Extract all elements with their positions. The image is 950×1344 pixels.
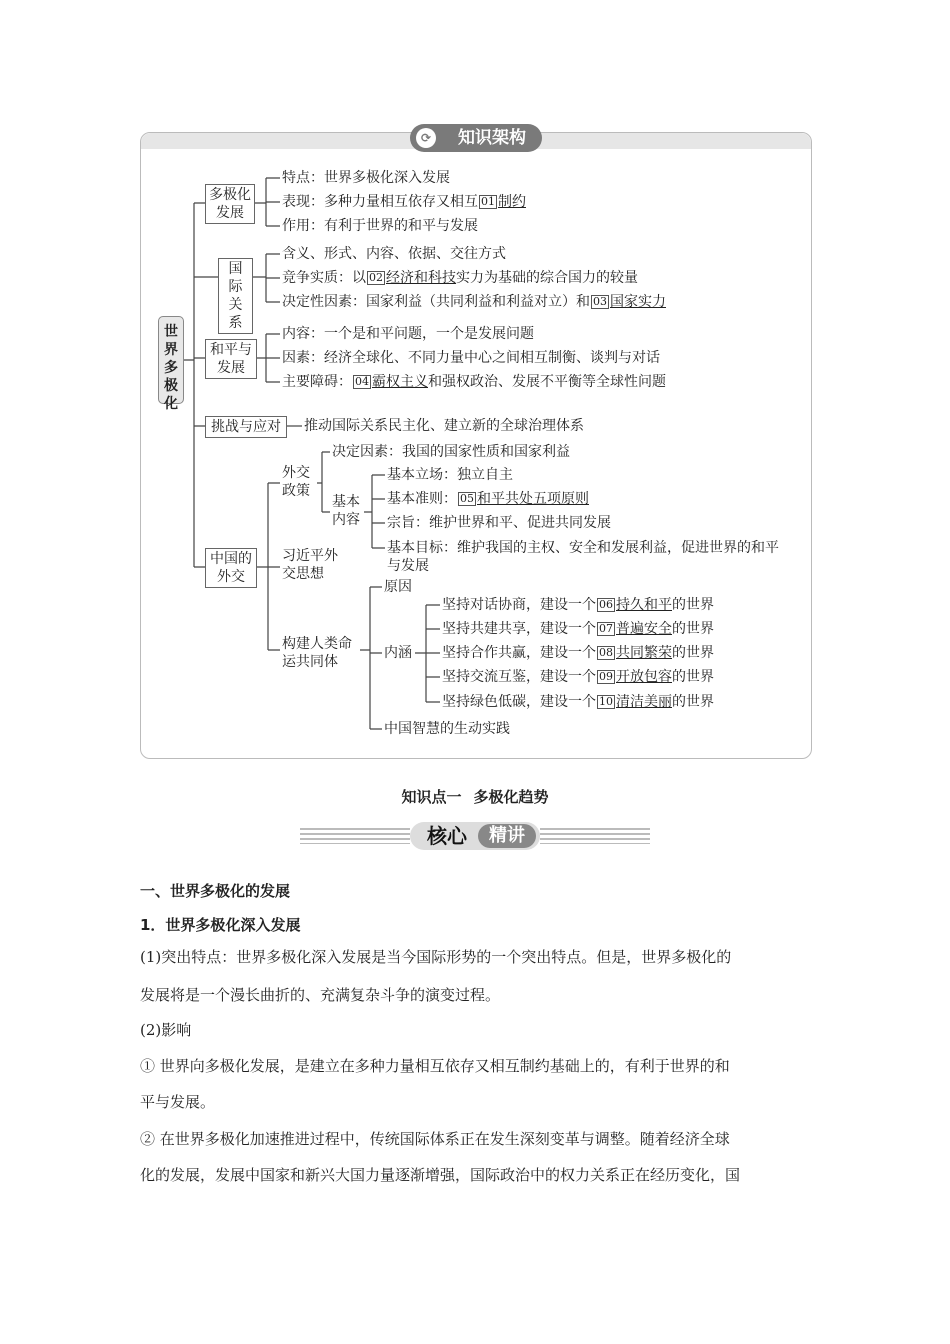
section-name: 多极化趋势 <box>473 788 549 806</box>
root-connector <box>184 203 218 567</box>
paragraph-3a: ① 世界向多极化发展，是建立在多种力量相互依存又相互制约基础上的，有利于世界的和 <box>140 1057 730 1075</box>
blank-number: 10 <box>599 695 613 708</box>
policy-connector <box>317 452 330 512</box>
answer: 经济和科技 <box>386 270 456 286</box>
b3-line3-rest: 和强权政治、发展不平衡等全球性问题 <box>428 374 666 390</box>
basic-norm-text: 基本准则： <box>387 491 457 507</box>
neihan-item-5 <box>442 693 714 711</box>
b1-line2 <box>282 193 526 211</box>
neihan-tail: 的世界 <box>672 669 714 685</box>
answer: 霸权主义 <box>372 374 428 390</box>
answer: 和平共处五项原则 <box>477 491 589 507</box>
refresh-icon: ⟳ <box>416 128 436 148</box>
branch-peace-development: 和平与发展 <box>205 339 257 379</box>
answer: 普遍安全 <box>616 621 672 637</box>
core-pill <box>410 822 540 850</box>
basic-content-node: 基本内容 <box>332 494 360 528</box>
neihan-text: 坚持交流互鉴，建设一个 <box>442 669 596 685</box>
blank-number: 06 <box>599 598 613 611</box>
answer: 共同繁荣 <box>616 645 672 661</box>
xi-thought: 习近平外交思想 <box>282 548 338 582</box>
b3-line2: 因素：经济全球化、不同力量中心之间相互制衡、谈判与对话 <box>282 350 660 366</box>
b1-line3: 作用：有利于世界的和平与发展 <box>282 218 478 234</box>
lecture-label: 精讲 <box>478 824 536 848</box>
blank-number: 08 <box>599 646 613 659</box>
neihan-item-1 <box>442 596 714 614</box>
basic-stance: 基本立场：独立自主 <box>387 467 513 483</box>
banner-stripe-right <box>540 828 650 844</box>
root-node: 世界多极化 <box>158 316 184 404</box>
wisdom-node: 中国智慧的生动实践 <box>384 721 510 737</box>
reason-node: 原因 <box>384 579 412 595</box>
answer: 国家实力 <box>610 294 666 310</box>
neihan-node: 内涵 <box>384 645 412 661</box>
branch-intl-relations: 国际关系 <box>218 258 253 334</box>
basic-goal-cont: 与发展 <box>387 558 429 574</box>
framework-title-text: 知识架构 <box>458 128 526 148</box>
b1-line2-text: 表现：多种力量相互依存又相互 <box>282 194 478 210</box>
answer: 制约 <box>498 194 526 210</box>
b3-connector <box>257 334 280 382</box>
blank-number: 07 <box>599 622 613 635</box>
neihan-tail: 的世界 <box>672 597 714 613</box>
b1-connector <box>255 178 280 226</box>
branch-multipolar: 多极化发展 <box>205 184 255 224</box>
basic-goal: 基本目标：维护我国的主权、安全和发展利益，促进世界的和平 <box>387 540 779 556</box>
b1-line1: 特点：世界多极化深入发展 <box>282 170 450 186</box>
core-label: 核心 <box>427 824 467 848</box>
neihan-connector <box>415 605 440 702</box>
neihan-text: 坚持合作共赢，建设一个 <box>442 645 596 661</box>
blank-number: 05 <box>460 492 474 505</box>
b2-line2 <box>282 269 638 287</box>
decide-factor: 决定因素：我国的国家性质和国家利益 <box>332 444 570 460</box>
policy-node: 外交政策 <box>282 465 310 499</box>
blank-number: 09 <box>599 670 613 683</box>
paragraph-1b: 发展将是一个漫长曲折的、充满复杂斗争的演变过程。 <box>140 986 501 1004</box>
basic-connector <box>364 475 385 548</box>
b2-line2-rest: 实力为基础的综合国力的较量 <box>456 270 638 286</box>
b3-line1: 内容：一个是和平问题，一个是发展问题 <box>282 326 534 342</box>
core-banner <box>300 822 650 850</box>
section-title <box>0 786 950 807</box>
neihan-text: 坚持共建共享，建设一个 <box>442 621 596 637</box>
basic-norm <box>387 490 589 508</box>
b3-line3-text: 主要障碍： <box>282 374 352 390</box>
branch-challenges: 挑战与应对 <box>205 416 287 438</box>
basic-aim: 宗旨：维护世界和平、促进共同发展 <box>387 515 611 531</box>
answer: 持久和平 <box>616 597 672 613</box>
neihan-text: 坚持对话协商，建设一个 <box>442 597 596 613</box>
community-connector <box>360 587 382 729</box>
answer: 开放包容 <box>616 669 672 685</box>
neihan-text: 坚持绿色低碳，建设一个 <box>442 694 596 710</box>
b2-line3 <box>282 293 666 311</box>
blank-number: 01 <box>481 195 495 208</box>
paragraph-4b: 化的发展，发展中国家和新兴大国力量逐渐增强，国际政治中的权力关系正在经历变化，国 <box>140 1166 741 1184</box>
blank-number: 04 <box>355 375 369 388</box>
paragraph-3b: 平与发展。 <box>140 1093 216 1111</box>
blank-number: 03 <box>593 295 607 308</box>
neihan-tail: 的世界 <box>672 621 714 637</box>
branch-china-diplomacy: 中国的外交 <box>205 548 257 588</box>
b3-line3 <box>282 373 666 391</box>
neihan-tail: 的世界 <box>672 694 714 710</box>
paragraph-2: (2)影响 <box>140 1021 192 1039</box>
neihan-item-2 <box>442 620 714 638</box>
heading-2: 1．世界多极化深入发展 <box>140 916 301 934</box>
heading-1: 一、世界多极化的发展 <box>140 882 291 900</box>
answer: 清洁美丽 <box>616 694 672 710</box>
b4-text: 推动国际关系民主化、建立新的全球治理体系 <box>304 418 584 434</box>
b2-line2-text: 竞争实质：以 <box>282 270 366 286</box>
section-number: 知识点一 <box>401 788 462 806</box>
blank-number: 02 <box>369 271 383 284</box>
paragraph-4a: ② 在世界多极化加速推进过程中，传统国际体系正在发生深刻变革与调整。随着经济全球 <box>140 1130 730 1148</box>
neihan-item-3 <box>442 644 714 662</box>
neihan-tail: 的世界 <box>672 645 714 661</box>
banner-stripe-left <box>300 828 410 844</box>
paragraph-1a: (1)突出特点：世界多极化深入发展是当今国际形势的一个突出特点。但是，世界多极化的 <box>140 948 732 966</box>
b2-connector <box>253 254 280 302</box>
b2-line3-text: 决定性因素：国家利益（共同利益和利益对立）和 <box>282 294 590 310</box>
b2-line1: 含义、形式、内容、依据、交往方式 <box>282 246 506 262</box>
neihan-item-4 <box>442 668 714 686</box>
b5-connector <box>257 483 280 650</box>
community-node: 构建人类命运共同体 <box>282 636 352 670</box>
